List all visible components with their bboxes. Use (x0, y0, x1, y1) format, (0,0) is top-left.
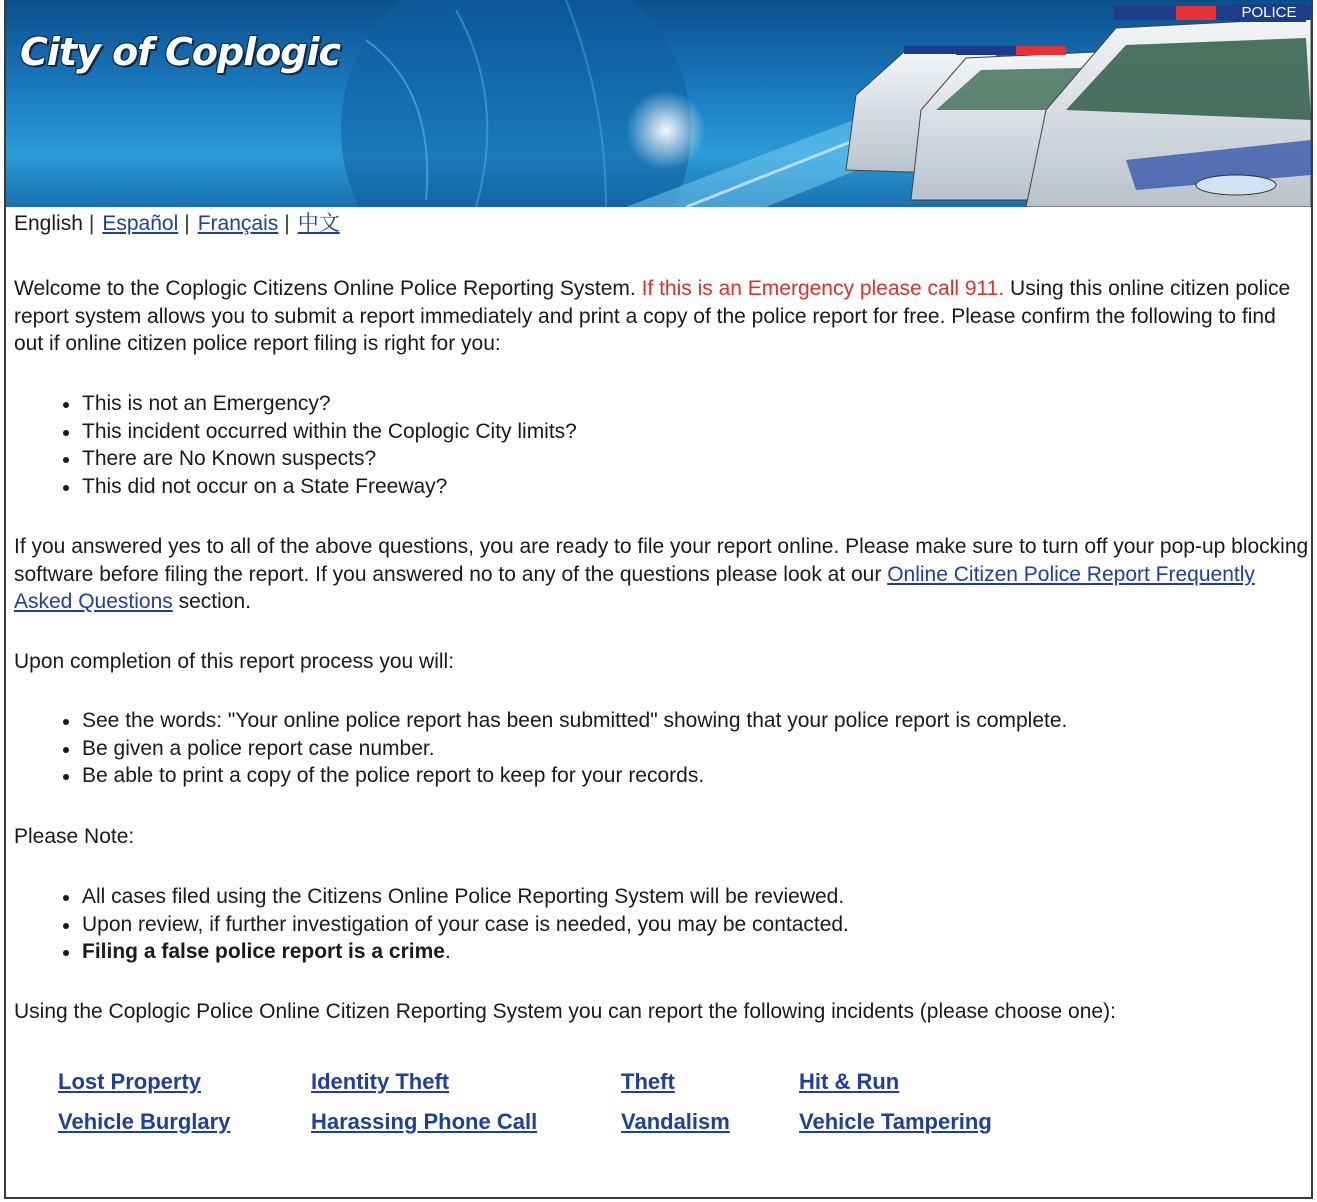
lang-separator: | (184, 212, 190, 235)
incident-identity-theft[interactable]: Identity Theft (311, 1069, 450, 1094)
police-sign: POLICE (1232, 4, 1306, 22)
incident-vehicle-burglary[interactable]: Vehicle Burglary (58, 1109, 231, 1134)
incident-vandalism[interactable]: Vandalism (621, 1109, 730, 1134)
language-bar (14, 210, 340, 238)
list-item (60, 938, 849, 966)
note-heading: Please Note: (14, 825, 135, 848)
list-item: This is not an Emergency? (60, 390, 577, 418)
incident-hit-and-run[interactable]: Hit & Run (799, 1069, 900, 1094)
lang-english: English (14, 212, 83, 235)
police-car-1 (1026, 6, 1311, 207)
answered-paragraph (14, 533, 1310, 616)
false-report-warning: Filing a false police report is a crime (82, 940, 445, 963)
note-list (60, 883, 849, 966)
lang-chinese[interactable]: 中文 (297, 212, 340, 235)
intro-rest: Using this online citizen police report system allows you to submit a report immediately and print a copy of the police report for free. Please confirm the following to find out if online citizen police report filing is right for you: (14, 277, 1291, 355)
intro-paragraph (14, 275, 1310, 358)
completion-list (60, 707, 1067, 790)
emergency-notice: If this is an Emergency please call 911. (641, 277, 1005, 300)
incident-harassing-phone-call[interactable]: Harassing Phone Call (311, 1109, 538, 1134)
lang-espanol[interactable]: Español (102, 212, 179, 235)
answered-suffix: section. (172, 590, 251, 613)
incident-vehicle-tampering[interactable]: Vehicle Tampering (799, 1109, 992, 1134)
confirm-list (60, 390, 577, 500)
list-item: All cases filed using the Citizens Online Police Reporting System will be reviewed. (60, 883, 849, 911)
list-item: This did not occur on a State Freeway? (60, 473, 577, 501)
city-logo[interactable]: City of Coplogic (20, 30, 341, 74)
incidents-heading: Using the Coplogic Police Online Citizen Reporting System you can report the following incidents (please choose one): (14, 1000, 1116, 1023)
lang-francais[interactable]: Français (197, 212, 279, 235)
incident-lost-property[interactable]: Lost Property (58, 1069, 202, 1094)
lang-separator: | (284, 212, 290, 235)
list-item: There are No Known suspects? (60, 445, 577, 473)
faq-link[interactable]: Online Citizen Police Report Frequently Asked Questions (14, 562, 1255, 613)
header-banner (6, 0, 1311, 207)
warning-suffix: . (444, 940, 451, 963)
list-item: Be able to print a copy of the police report to keep for your records. (60, 762, 1067, 790)
incident-theft[interactable]: Theft (621, 1069, 675, 1094)
answered-text: If you answered yes to all of the above questions, you are ready to file your report online. Please make sure to turn off your pop-up blocking software before filing the report. If you answered no to any of the questions please look at our (14, 535, 1309, 586)
intro-welcome: Welcome to the Coplogic Citizens Online Police Reporting System. (14, 277, 642, 300)
lang-separator: | (88, 212, 95, 235)
page-frame (4, 0, 1313, 1199)
list-item: This incident occurred within the Coplogic City limits? (60, 418, 577, 446)
completion-heading: Upon completion of this report process you will: (14, 650, 455, 673)
list-item: See the words: "Your online police report has been submitted" showing that your police report is complete. (60, 707, 1067, 735)
list-item: Be given a police report case number. (60, 735, 1067, 763)
list-item: Upon review, if further investigation of your case is needed, you may be contacted. (60, 911, 849, 939)
